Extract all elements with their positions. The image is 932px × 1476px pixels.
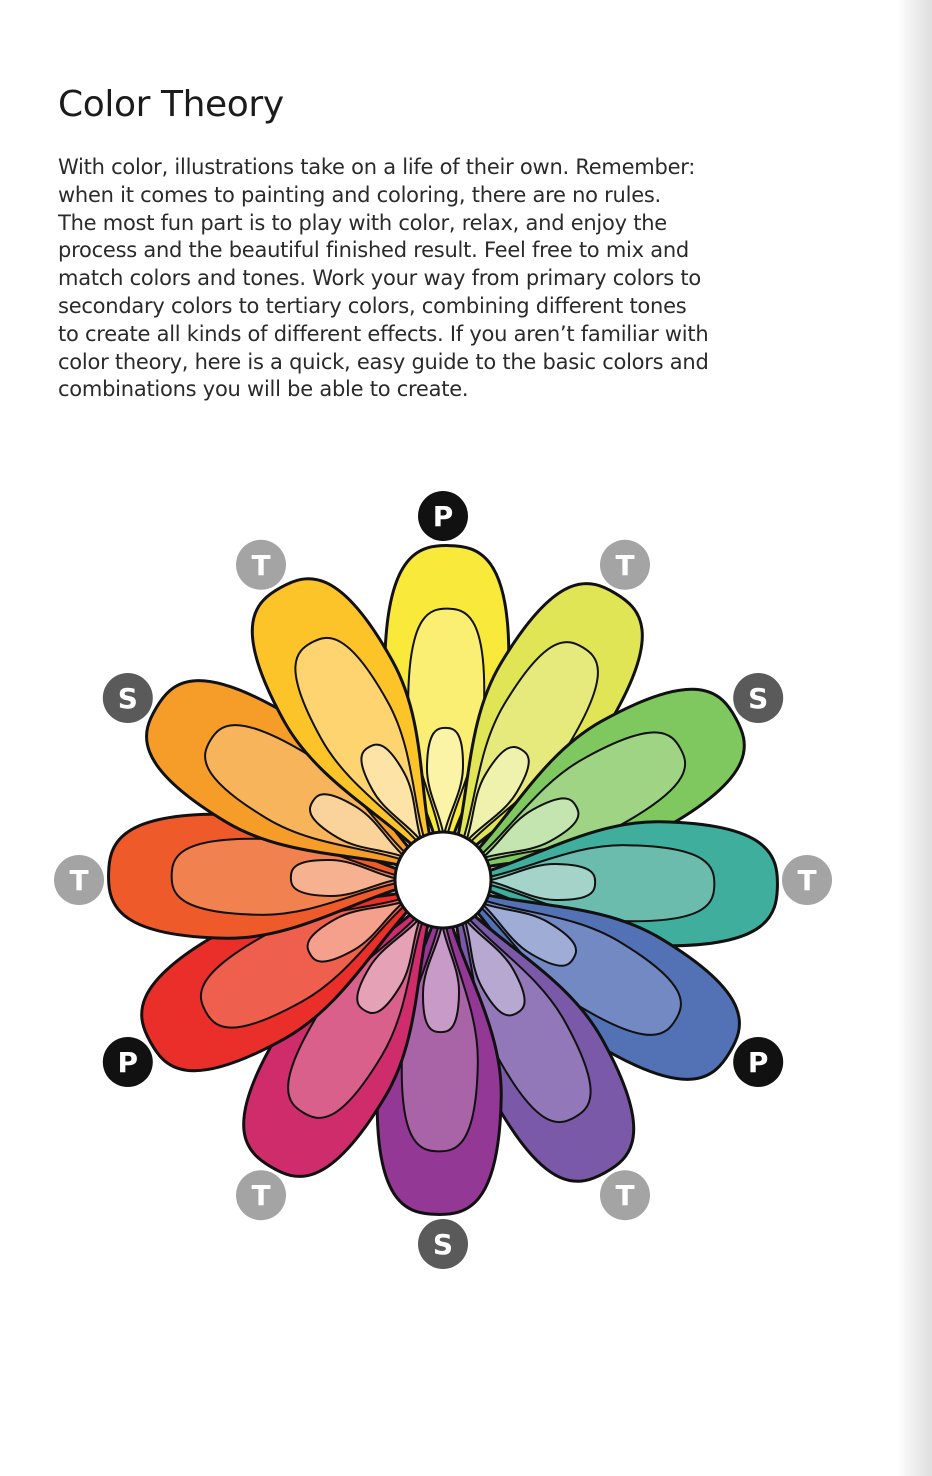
- badge-label: S: [748, 682, 769, 715]
- badge-label: S: [117, 682, 138, 715]
- badge-violet: [418, 1219, 468, 1269]
- page-edge-shadow: [898, 0, 932, 1476]
- paragraph-line: match colors and tones. Work your way from primary colors to: [58, 266, 701, 291]
- badge-label: T: [615, 1179, 635, 1213]
- badge-yellow-orange: [236, 540, 286, 590]
- badge-blue: [733, 1037, 783, 1087]
- badge-label: P: [117, 1046, 139, 1079]
- paragraph-line: to create all kinds of different effects. If you aren’t familiar with: [58, 321, 709, 346]
- badge-label: T: [615, 548, 635, 582]
- badge-orange: [103, 673, 153, 723]
- badge-red-violet: [236, 1170, 286, 1220]
- page-title: Color Theory: [58, 84, 284, 125]
- badge-label: T: [251, 1179, 271, 1213]
- badge-green: [733, 673, 783, 723]
- badge-label: S: [432, 1228, 454, 1261]
- paragraph-line: when it comes to painting and coloring, there are no rules.: [58, 182, 661, 207]
- paragraph-line: With color, illustrations take on a life of their own. Remember:: [58, 155, 696, 179]
- badge-red: [103, 1037, 153, 1087]
- paragraph-line: process and the beautiful finished result. Feel free to mix and: [58, 238, 689, 263]
- badge-yellow-green: [600, 540, 650, 590]
- badge-label: P: [747, 1046, 769, 1079]
- badge-yellow: [418, 491, 468, 541]
- badge-teal: [782, 855, 832, 905]
- badge-label: T: [69, 864, 89, 897]
- paragraph-line: color theory, here is a quick, easy guide to the basic colors and: [58, 349, 709, 374]
- paragraph-line: combinations you will be able to create.: [58, 377, 469, 402]
- badge-label: T: [251, 548, 271, 582]
- wheel-center-hub: [395, 832, 491, 928]
- badge-red-orange: [54, 855, 104, 905]
- badge-label: P: [432, 500, 454, 533]
- paragraph-line: secondary colors to tertiary colors, combining different tones: [58, 293, 687, 318]
- paragraph-line: The most fun part is to play with color, relax, and enjoy the: [58, 210, 667, 235]
- badge-blue-violet: [600, 1170, 650, 1220]
- badge-label: T: [797, 864, 817, 897]
